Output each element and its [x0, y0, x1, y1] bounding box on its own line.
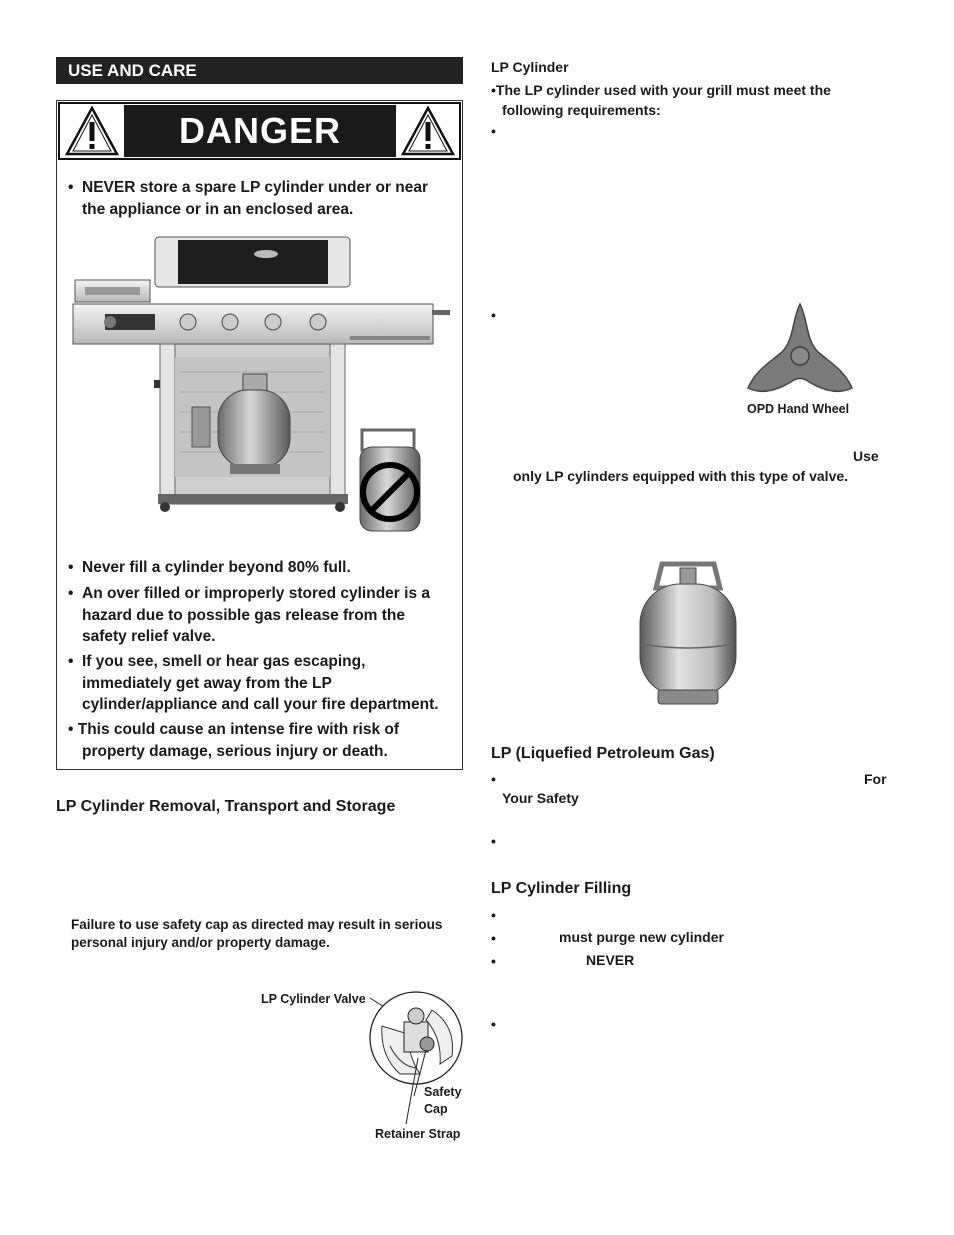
danger-bullet: • If you see, smell or hear gas escaping, immediately get away from the LP cylinder/appliance and call your fire department. [68, 653, 439, 713]
use-word: Use [853, 448, 879, 464]
filling-heading: LP Cylinder Filling [491, 880, 632, 897]
valve-label: LP Cylinder Valve [261, 992, 366, 1006]
danger-bullet: • An over filled or improperly stored cylinder is a hazard due to possible gas release from the safety relief valve. [68, 585, 430, 645]
retainer-strap-label: Retainer Strap [375, 1127, 461, 1141]
bullet: • [491, 123, 496, 139]
lp-cylinder-heading: LP Cylinder [491, 59, 569, 75]
bullet: • [491, 307, 496, 323]
removal-heading: LP Cylinder Removal, Transport and Storage [56, 798, 396, 815]
warning-triangle-icon [400, 105, 456, 157]
grill-illustration [70, 232, 455, 532]
section-header: USE AND CARE [56, 57, 463, 84]
bullet: • [491, 771, 496, 787]
danger-title: DANGER [124, 105, 396, 157]
lp-cylinder-req-line1: •The LP cylinder used with your grill must meet the [491, 82, 831, 98]
bullet: • [491, 1016, 496, 1032]
danger-bullet: • NEVER store a spare LP cylinder under or near the appliance or in an enclosed area. [68, 179, 429, 218]
for-word: For [864, 771, 887, 787]
safety-cap-label: Safety Cap [424, 1085, 462, 1116]
use-only-text: only LP cylinders equipped with this type of valve. [513, 468, 849, 484]
never-word: NEVER [586, 952, 635, 968]
safety-cap-warning: Failure to use safety cap as directed may result in serious personal injury and/or property damage. [71, 917, 443, 950]
bullet: • [491, 930, 496, 946]
opd-hand-wheel-icon [744, 300, 856, 398]
your-safety: Your Safety [502, 790, 579, 806]
must-purge-text: must purge new cylinder [559, 929, 724, 945]
danger-bullet: • Never fill a cylinder beyond 80% full. [68, 559, 351, 576]
bullet: • [491, 907, 496, 923]
warning-triangle-icon [64, 105, 120, 157]
bullet: • [491, 953, 496, 969]
danger-bullet-last: • This could cause an intense fire with risk of property damage, serious injury or death. [68, 721, 400, 760]
lpg-heading: LP (Liquefied Petroleum Gas) [491, 745, 715, 762]
lp-cylinder-req-line2: following requirements: [502, 102, 661, 118]
opd-label: OPD Hand Wheel [747, 402, 850, 416]
bullet: • [491, 833, 496, 849]
lp-tank-illustration [630, 558, 746, 708]
